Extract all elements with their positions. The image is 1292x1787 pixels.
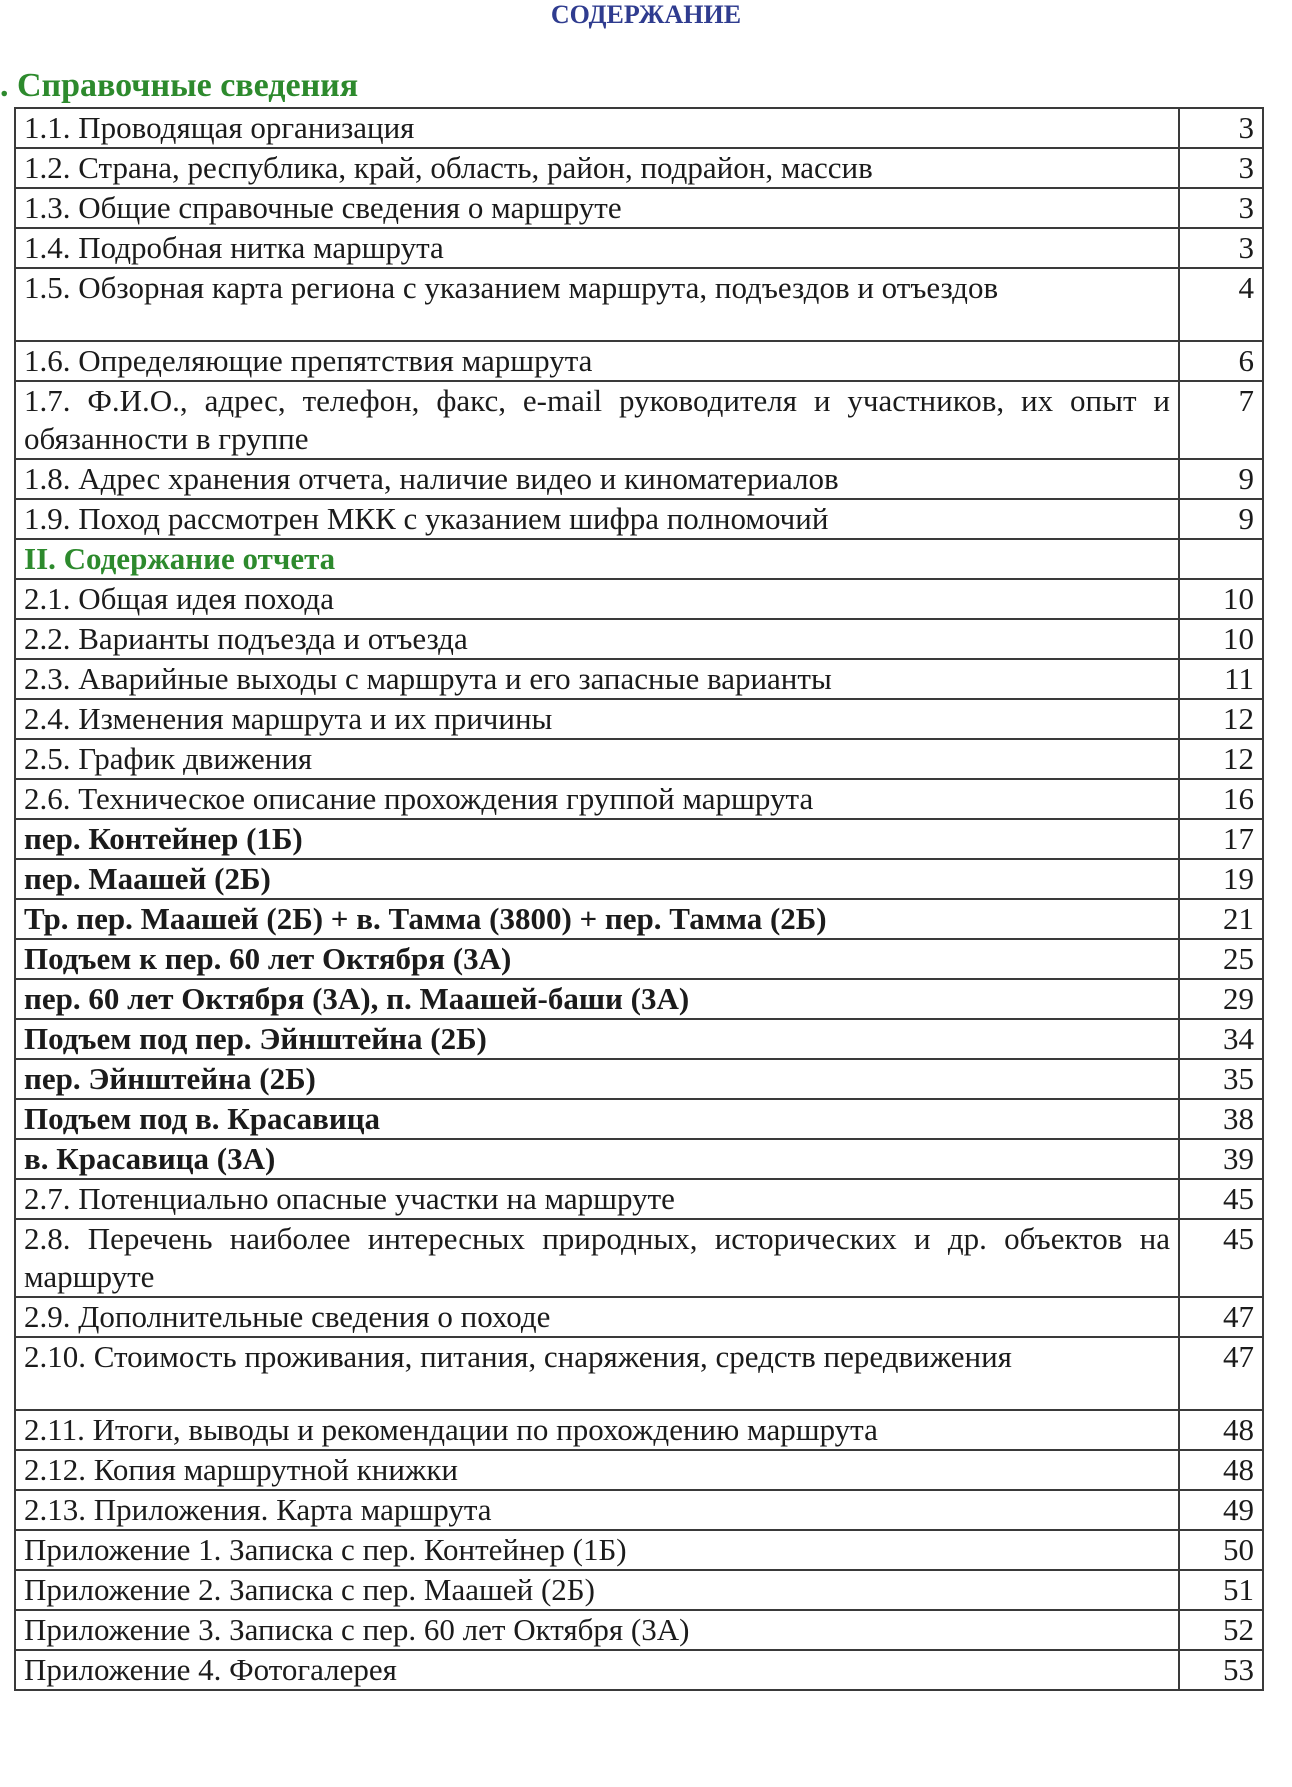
toc-page-number: 45 xyxy=(1179,1179,1263,1219)
toc-row xyxy=(15,1450,1263,1490)
toc-row xyxy=(15,148,1263,188)
toc-entry-text: Приложение 4. Фотогалерея xyxy=(15,1650,1179,1690)
toc-entry-text: 1.1. Проводящая организация xyxy=(15,108,1179,148)
toc-page-number: 12 xyxy=(1179,699,1263,739)
toc-page-number: 47 xyxy=(1179,1297,1263,1337)
toc-row xyxy=(15,108,1263,148)
toc-row xyxy=(15,539,1263,579)
toc-entry-text: 2.9. Дополнительные сведения о походе xyxy=(15,1297,1179,1337)
toc-row xyxy=(15,1059,1263,1099)
toc-page-number: 45 xyxy=(1179,1219,1263,1297)
toc-entry-text: 2.10. Стоимость проживания, питания, снаряжения, средств передвижения xyxy=(15,1337,1179,1410)
document-title: СОДЕРЖАНИЕ xyxy=(550,0,742,29)
toc-page-number: 12 xyxy=(1179,739,1263,779)
toc-entry-text: 2.6. Техническое описание прохождения группой маршрута xyxy=(15,779,1179,819)
toc-page-number: 53 xyxy=(1179,1650,1263,1690)
toc-page-number: 49 xyxy=(1179,1490,1263,1530)
toc-row xyxy=(15,1099,1263,1139)
toc-page-number: 16 xyxy=(1179,779,1263,819)
toc-row xyxy=(15,739,1263,779)
toc-entry-text: 2.2. Варианты подъезда и отъезда xyxy=(15,619,1179,659)
toc-page-number: 25 xyxy=(1179,939,1263,979)
toc-entry-text: 2.5. График движения xyxy=(15,739,1179,779)
toc-row xyxy=(15,1337,1263,1410)
toc-row xyxy=(15,819,1263,859)
toc-row xyxy=(15,1019,1263,1059)
toc-row xyxy=(15,899,1263,939)
toc-row xyxy=(15,459,1263,499)
toc-row xyxy=(15,1650,1263,1690)
toc-entry-text: 2.11. Итоги, выводы и рекомендации по прохождению маршрута xyxy=(15,1410,1179,1450)
toc-row xyxy=(15,1490,1263,1530)
toc-row xyxy=(15,699,1263,739)
toc-entry-text: Приложение 3. Записка с пер. 60 лет Октября (3А) xyxy=(15,1610,1179,1650)
toc-row xyxy=(15,939,1263,979)
toc-entry-text: Приложение 2. Записка с пер. Маашей (2Б) xyxy=(15,1570,1179,1610)
toc-row xyxy=(15,579,1263,619)
toc-row xyxy=(15,499,1263,539)
toc-page-number: 38 xyxy=(1179,1099,1263,1139)
toc-entry-text: Подъем под пер. Эйнштейна (2Б) xyxy=(15,1019,1179,1059)
toc-row xyxy=(15,228,1263,268)
toc-row xyxy=(15,1139,1263,1179)
toc-row xyxy=(15,188,1263,228)
toc-row xyxy=(15,1179,1263,1219)
toc-entry-text: в. Красавица (3А) xyxy=(15,1139,1179,1179)
toc-page-number: 3 xyxy=(1179,188,1263,228)
toc-row xyxy=(15,1530,1263,1570)
toc-entry-text: 2.3. Аварийные выходы с маршрута и его запасные варианты xyxy=(15,659,1179,699)
toc-page-number: 6 xyxy=(1179,341,1263,381)
toc-row xyxy=(15,341,1263,381)
toc-page-number: 11 xyxy=(1179,659,1263,699)
toc-section-heading: II. Содержание отчета xyxy=(15,539,1179,579)
toc-row xyxy=(15,859,1263,899)
toc-row xyxy=(15,1610,1263,1650)
toc-entry-text: 1.6. Определяющие препятствия маршрута xyxy=(15,341,1179,381)
toc-entry-text: 2.8. Перечень наиболее интересных природных, исторических и др. объектов на маршруте xyxy=(15,1219,1179,1297)
toc-row xyxy=(15,979,1263,1019)
toc-page-number: 51 xyxy=(1179,1570,1263,1610)
toc-entry-text: Подъем под в. Красавица xyxy=(15,1099,1179,1139)
toc-page-number: 17 xyxy=(1179,819,1263,859)
toc-entry-text: пер. Маашей (2Б) xyxy=(15,859,1179,899)
toc-row xyxy=(15,659,1263,699)
toc-entry-text: пер. 60 лет Октября (3А), п. Маашей-баши (3А) xyxy=(15,979,1179,1019)
toc-page-number: 35 xyxy=(1179,1059,1263,1099)
toc-entry-text: 2.1. Общая идея похода xyxy=(15,579,1179,619)
toc-page-number: 50 xyxy=(1179,1530,1263,1570)
toc-entry-text: 1.9. Поход рассмотрен МКК с указанием шифра полномочий xyxy=(15,499,1179,539)
section-heading-spravochnye: . Справочные сведения xyxy=(0,67,359,104)
toc-page-number xyxy=(1179,539,1263,579)
toc-page-number: 29 xyxy=(1179,979,1263,1019)
toc-entry-text: 1.7. Ф.И.О., адрес, телефон, факс, e-mail руководителя и участников, их опыт и обязанности в группе xyxy=(15,381,1179,459)
toc-page-number: 39 xyxy=(1179,1139,1263,1179)
toc-page-number: 52 xyxy=(1179,1610,1263,1650)
toc-page-number: 3 xyxy=(1179,148,1263,188)
toc-entry-text: 2.13. Приложения. Карта маршрута xyxy=(15,1490,1179,1530)
toc-row xyxy=(15,1410,1263,1450)
toc-page-number: 47 xyxy=(1179,1337,1263,1410)
table-of-contents xyxy=(14,107,1264,1691)
toc-page-number: 3 xyxy=(1179,108,1263,148)
toc-row xyxy=(15,1297,1263,1337)
toc-page-number: 3 xyxy=(1179,228,1263,268)
toc-body xyxy=(15,108,1263,1690)
toc-page-number: 21 xyxy=(1179,899,1263,939)
toc-entry-text: 1.5. Обзорная карта региона с указанием маршрута, подъездов и отъездов xyxy=(15,268,1179,341)
toc-row xyxy=(15,779,1263,819)
toc-entry-text: 2.12. Копия маршрутной книжки xyxy=(15,1450,1179,1490)
toc-entry-text: Приложение 1. Записка с пер. Контейнер (1Б) xyxy=(15,1530,1179,1570)
toc-page-number: 48 xyxy=(1179,1450,1263,1490)
toc-page-number: 7 xyxy=(1179,381,1263,459)
toc-row xyxy=(15,1219,1263,1297)
toc-entry-text: 1.4. Подробная нитка маршрута xyxy=(15,228,1179,268)
toc-entry-text: пер. Контейнер (1Б) xyxy=(15,819,1179,859)
toc-page-number: 10 xyxy=(1179,619,1263,659)
toc-entry-text: 1.2. Страна, республика, край, область, район, подрайон, массив xyxy=(15,148,1179,188)
toc-entry-text: 1.3. Общие справочные сведения о маршруте xyxy=(15,188,1179,228)
toc-row xyxy=(15,619,1263,659)
toc-entry-text: пер. Эйнштейна (2Б) xyxy=(15,1059,1179,1099)
toc-entry-text: 2.4. Изменения маршрута и их причины xyxy=(15,699,1179,739)
toc-entry-text: 2.7. Потенциально опасные участки на маршруте xyxy=(15,1179,1179,1219)
toc-row xyxy=(15,268,1263,341)
toc-page-number: 9 xyxy=(1179,499,1263,539)
toc-page-number: 34 xyxy=(1179,1019,1263,1059)
toc-page-number: 9 xyxy=(1179,459,1263,499)
toc-entry-text: 1.8. Адрес хранения отчета, наличие видео и киноматериалов xyxy=(15,459,1179,499)
toc-entry-text: Подъем к пер. 60 лет Октября (3А) xyxy=(15,939,1179,979)
toc-row xyxy=(15,1570,1263,1610)
toc-page-number: 19 xyxy=(1179,859,1263,899)
toc-page-number: 10 xyxy=(1179,579,1263,619)
toc-row xyxy=(15,381,1263,459)
toc-page-number: 48 xyxy=(1179,1410,1263,1450)
toc-page-number: 4 xyxy=(1179,268,1263,341)
toc-entry-text: Тр. пер. Маашей (2Б) + в. Тамма (3800) + пер. Тамма (2Б) xyxy=(15,899,1179,939)
